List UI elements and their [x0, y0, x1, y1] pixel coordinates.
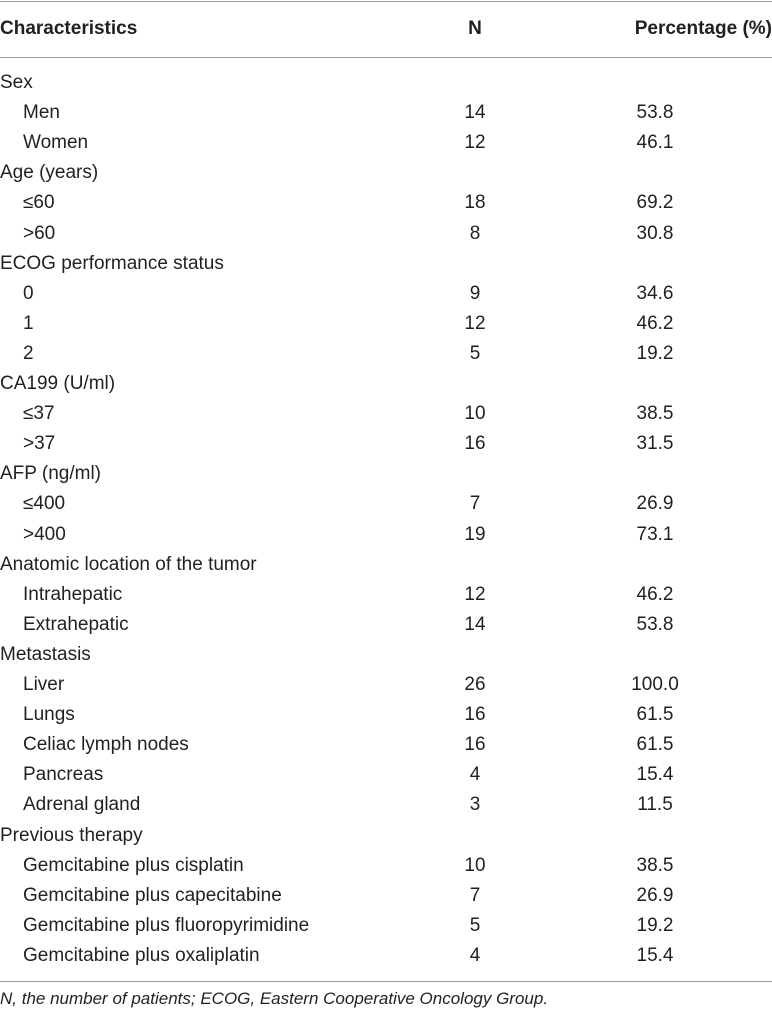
row-percentage-value: 69.2	[636, 192, 674, 214]
row-label: Pancreas	[23, 764, 104, 786]
row-percentage-value: 53.8	[636, 613, 674, 635]
row-label: >37	[23, 433, 56, 455]
table-row	[0, 98, 772, 128]
row-percentage-value: 34.6	[636, 282, 674, 304]
table-row	[0, 580, 772, 610]
group-label: Age (years)	[0, 162, 99, 184]
row-percentage-value: 38.5	[636, 854, 674, 876]
row-n-value: 3	[469, 794, 481, 816]
row-percentage-value: 38.5	[636, 403, 674, 425]
row-percentage-value: 11.5	[637, 794, 673, 816]
row-percentage-value: 19.2	[636, 914, 674, 936]
row-label: ≤37	[23, 403, 55, 425]
row-percentage-value: 26.9	[636, 493, 674, 515]
row-n-value: 16	[464, 734, 486, 756]
row-label: Women	[23, 132, 89, 154]
row-percentage-value: 73.1	[636, 523, 674, 545]
table-row	[0, 700, 772, 730]
row-n-value: 14	[464, 613, 486, 635]
group-row	[0, 369, 772, 399]
row-label: Gemcitabine plus capecitabine	[23, 884, 282, 906]
header-n: N	[468, 18, 482, 39]
row-n-value: 12	[464, 312, 486, 334]
row-n-value: 19	[464, 523, 486, 545]
table-row	[0, 881, 772, 911]
row-n-value: 5	[469, 342, 481, 364]
row-n-value: 14	[464, 102, 486, 124]
row-n-value: 4	[469, 944, 481, 966]
row-n-value: 7	[469, 493, 481, 515]
row-percentage-value: 61.5	[636, 704, 674, 726]
row-n-value: 26	[464, 674, 486, 695]
group-label: Previous therapy	[0, 824, 143, 846]
row-label: Gemcitabine plus fluoropyrimidine	[23, 914, 310, 936]
row-label: Extrahepatic	[23, 613, 129, 635]
table-row	[0, 339, 772, 369]
table-top-rule	[0, 1, 772, 2]
group-row	[0, 550, 772, 580]
row-percentage-value: 30.8	[636, 222, 674, 244]
row-percentage-value: 19.2	[636, 342, 674, 364]
row-label: 1	[23, 312, 34, 334]
table-row	[0, 309, 772, 339]
row-n-value: 10	[464, 854, 486, 876]
row-n-value: 4	[469, 764, 481, 786]
row-percentage-value: 61.5	[636, 734, 674, 756]
group-label: Sex	[0, 72, 33, 93]
table-row	[0, 429, 772, 459]
row-label: ≤60	[23, 192, 55, 214]
row-percentage-value: 15.4	[636, 944, 674, 966]
row-percentage-value: 46.2	[636, 583, 674, 605]
row-label: 0	[23, 282, 34, 304]
row-percentage-value: 53.8	[636, 102, 674, 124]
table-row	[0, 520, 772, 550]
row-n-value: 16	[464, 704, 486, 726]
row-label: >60	[23, 222, 56, 244]
table-header-row	[0, 14, 772, 44]
table-row	[0, 670, 772, 700]
row-n-value: 12	[464, 583, 486, 605]
header-characteristics: Characteristics	[0, 18, 138, 39]
row-label: Gemcitabine plus cisplatin	[23, 854, 244, 876]
row-label: Men	[23, 102, 60, 124]
row-label: Celiac lymph nodes	[23, 734, 189, 756]
table-row	[0, 399, 772, 429]
table-header-rule	[0, 57, 772, 58]
table-row	[0, 730, 772, 760]
group-row	[0, 821, 772, 851]
row-percentage-value: 100.0	[631, 674, 679, 695]
row-percentage-value: 31.5	[636, 433, 674, 455]
row-percentage-value: 46.1	[636, 132, 674, 154]
row-n-value: 16	[464, 433, 486, 455]
table-row	[0, 941, 772, 971]
table-footnote: N, the number of patients; ECOG, Eastern Cooperative Oncology Group.	[0, 989, 549, 1008]
header-percentage: Percentage (%)	[634, 18, 772, 39]
row-percentage-value: 15.4	[636, 764, 674, 786]
group-row	[0, 68, 772, 98]
row-n-value: 10	[464, 403, 486, 425]
row-n-value: 18	[464, 192, 486, 214]
row-label: >400	[23, 523, 66, 545]
group-label: Metastasis	[0, 643, 91, 665]
row-n-value: 5	[469, 914, 481, 936]
group-row	[0, 249, 772, 279]
table-row	[0, 219, 772, 249]
table-row	[0, 851, 772, 881]
row-percentage-value: 46.2	[636, 312, 674, 334]
group-row	[0, 640, 772, 670]
table-row	[0, 128, 772, 158]
table-row	[0, 790, 772, 820]
group-label: AFP (ng/ml)	[0, 463, 102, 485]
table-row	[0, 489, 772, 519]
table-row	[0, 279, 772, 309]
row-label: Lungs	[23, 704, 75, 726]
row-label: 2	[23, 342, 34, 364]
row-n-value: 9	[469, 282, 481, 304]
row-label: Adrenal gland	[23, 794, 141, 816]
group-label: ECOG performance status	[0, 252, 224, 274]
group-label: CA199 (U/ml)	[0, 373, 116, 394]
table-row	[0, 760, 772, 790]
row-percentage-value: 26.9	[636, 884, 674, 906]
row-label: Liver	[23, 674, 65, 695]
table-row	[0, 188, 772, 218]
row-n-value: 12	[464, 132, 486, 154]
group-row	[0, 158, 772, 188]
row-label: ≤400	[23, 493, 66, 515]
row-n-value: 8	[469, 222, 481, 244]
table-bottom-rule	[0, 981, 772, 982]
table-row	[0, 610, 772, 640]
group-row	[0, 459, 772, 489]
row-n-value: 7	[469, 884, 481, 906]
row-label: Gemcitabine plus oxaliplatin	[23, 944, 260, 966]
row-label: Intrahepatic	[23, 583, 123, 605]
group-label: Anatomic location of the tumor	[0, 553, 257, 575]
table-row	[0, 911, 772, 941]
